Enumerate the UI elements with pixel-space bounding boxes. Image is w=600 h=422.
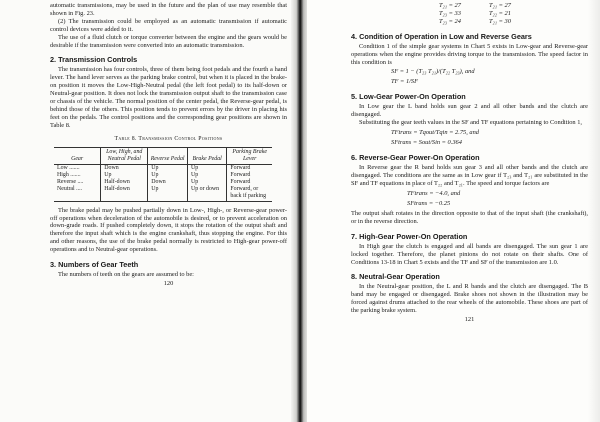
gear-teeth-row <box>439 10 588 18</box>
equation: TFtrans = −4.0, and <box>407 189 461 197</box>
table-cell: Up <box>148 164 188 172</box>
page-number: 120 <box>163 279 174 287</box>
paragraph: automatic transmissions, may be used in the future and the plan of use may resemble that shown in Fig. 23. <box>50 2 287 17</box>
section-heading: 6. Reverse-Gear Power-On Operation <box>351 153 480 163</box>
table-row <box>54 186 272 202</box>
table-cell: Half-down <box>101 179 148 186</box>
gear-teeth-value: T₂₂ = 21 <box>489 9 511 17</box>
paragraph: Substituting the gear teeth values in the SF and TF equations pertaining to Condition 1, <box>359 119 582 127</box>
table-cell: Up <box>187 179 226 186</box>
gear-teeth-row <box>439 18 588 26</box>
section-heading: 2. Transmission Controls <box>50 55 138 65</box>
table-header-row <box>54 147 272 164</box>
table-cell: Forward, or back if parking <box>227 186 272 202</box>
paragraph: In Low gear the L band holds sun gear 2 and all other bands and the clutch are disengaged. <box>351 103 588 119</box>
table-cell: Up <box>148 186 188 202</box>
section-heading: 3. Numbers of Gear Teeth <box>50 260 139 270</box>
table-cell: Low ....... <box>57 164 80 171</box>
table-cell: Forward <box>227 172 272 179</box>
table-caption: Table 8. Transmission Control Positions <box>114 135 223 142</box>
table-row <box>54 172 272 179</box>
paragraph: In Reverse gear the R band holds sun gear 3 and all other bands and the clutch are disengaged. The conditions are the same as in Low gear if T₂₃ and T₂₁ are substituted in the SF and TF equations in place of T₂₂ and T₂₁. The speed and torque factors are <box>351 164 588 187</box>
table-cell: Half-down <box>101 186 148 202</box>
gear-teeth-value: T₂₃ = 24 <box>439 17 461 25</box>
equation: SF = 1 − (T₂₃ T₂₁)/(T₂₂ T₂₃), and <box>391 68 475 76</box>
table-cell: High ....... <box>57 171 81 178</box>
equation: SFtrans = −0.25 <box>407 199 451 207</box>
section-heading: 8. Neutral-Gear Operation <box>351 272 440 282</box>
paragraph: The use of a fluid clutch or torque converter between the engine and the gears would be desirable if the transmission were converted into an automatic transmission. <box>50 33 287 49</box>
gear-teeth-value: T₂₁ = 27 <box>439 2 461 9</box>
table-cell: Up <box>187 164 226 172</box>
paragraph: The output shaft rotates in the direction opposite to that of the input shaft (the crankshaft), or in the reverse direction. <box>351 209 588 225</box>
table-cell: Forward <box>227 179 272 186</box>
gear-teeth-value: T₂₁ = 27 <box>489 2 511 9</box>
table-cell: Up <box>148 172 188 179</box>
table-cell: Up <box>187 172 226 179</box>
table-cell: Down <box>148 179 188 186</box>
table-cell: Up or down <box>187 186 226 202</box>
section-heading: 4. Condition of Operation in Low and Reverse Gears <box>351 31 532 41</box>
section-heading: 5. Low-Gear Power-On Operation <box>351 92 466 102</box>
right-page <box>307 0 600 422</box>
paragraph: The transmission has four controls, three of them being foot pedals and the fourth a hand lever. The hand lever serves as the parking brake control, but when it is placed in the brake-on position it moves the Low-High-Neutral pedal (the left foot pedal) to its half-down or Neutral-gear position. It does not lock the transmission output shaft to the transmission case or chassis of the vehicle. The normal position of the center pedal, the Reverse-gear pedal, is behind those of the others. This position tends to prevent errors by the driver in placing his feet on the pedals. The control positions and the corresponding gear positions are shown in Table 8. <box>50 66 287 129</box>
section-heading: 7. High-Gear Power-On Operation <box>351 231 468 241</box>
table-cell: Forward <box>227 164 272 172</box>
page-edge-shadow <box>588 0 600 422</box>
equation: TF = 1/SF <box>391 78 419 86</box>
table-cell: Neutral .... <box>54 186 101 202</box>
left-page <box>0 0 293 422</box>
table-cell: Reverse .... <box>57 178 84 185</box>
column-header: Brake Pedal <box>187 147 226 164</box>
paragraph: In the Neutral-gear position, the L and R bands and the clutch are disengaged. The B band may be engaged or disengaged. Brake shoes not shown in the illustration may be forced against drums attached to the rear wheels of the automobile. These shoes are part of the parking brake system. <box>351 283 588 315</box>
column-header: Reverse Pedal <box>148 147 188 164</box>
equation: SFtrans = Sout/Sin = 0.364 <box>391 139 462 147</box>
paragraph: (2) The transmission could be employed as an automatic transmission if automatic control devices were added to it. <box>50 17 287 33</box>
transmission-control-table <box>54 147 272 202</box>
paragraph: Condition 1 of the simple gear systems in Chart 5 exists in Low-gear and Reverse-gear operations when the engine provides driving torque to the transmission. The speed factor in this condition is <box>351 42 588 66</box>
table-cell: Down <box>101 164 148 172</box>
column-header: Gear <box>54 147 101 164</box>
gear-teeth-row <box>439 2 588 10</box>
equation: TFtrans = Tqout/Tqin = 2.75, and <box>391 129 479 137</box>
column-header: Low, High, and Neutral Pedal <box>101 147 148 164</box>
paragraph: In High gear the clutch is engaged and all bands are disengaged. The sun gear 1 are locked together. Therefore, the planet pinions do not rotate on their shafts. One of Conditions 13-18 in Chart 5 exists and the TF and SF of the transmission are 1.0. <box>351 242 588 266</box>
paragraph: The numbers of teeth on the gears are assumed to be: <box>58 271 194 279</box>
gear-teeth-value: T₂₃ = 33 <box>439 9 461 17</box>
table-cell: Up <box>101 172 148 179</box>
column-header: Parking Brake Lever <box>227 147 272 164</box>
table-row <box>54 179 272 186</box>
paragraph: The brake pedal may be pushed partially down in Low-, High-, or Reverse-gear power-off operations when deceleration of the automobile is desired, or to prevent acceleration on down-grade roads. If pushed completely down, it stops the rotation of the output shaft and therefore the input shaft which is the engine crankshaft, thus stopping the engine. For this and other reasons, the use of the brake pedal normally is restricted to High-gear power-off operations and to Neutral-gear operations. <box>50 206 287 254</box>
page-number: 121 <box>464 316 475 324</box>
gear-teeth-value: T₂₁ = 30 <box>489 17 511 25</box>
table-row <box>54 164 272 172</box>
